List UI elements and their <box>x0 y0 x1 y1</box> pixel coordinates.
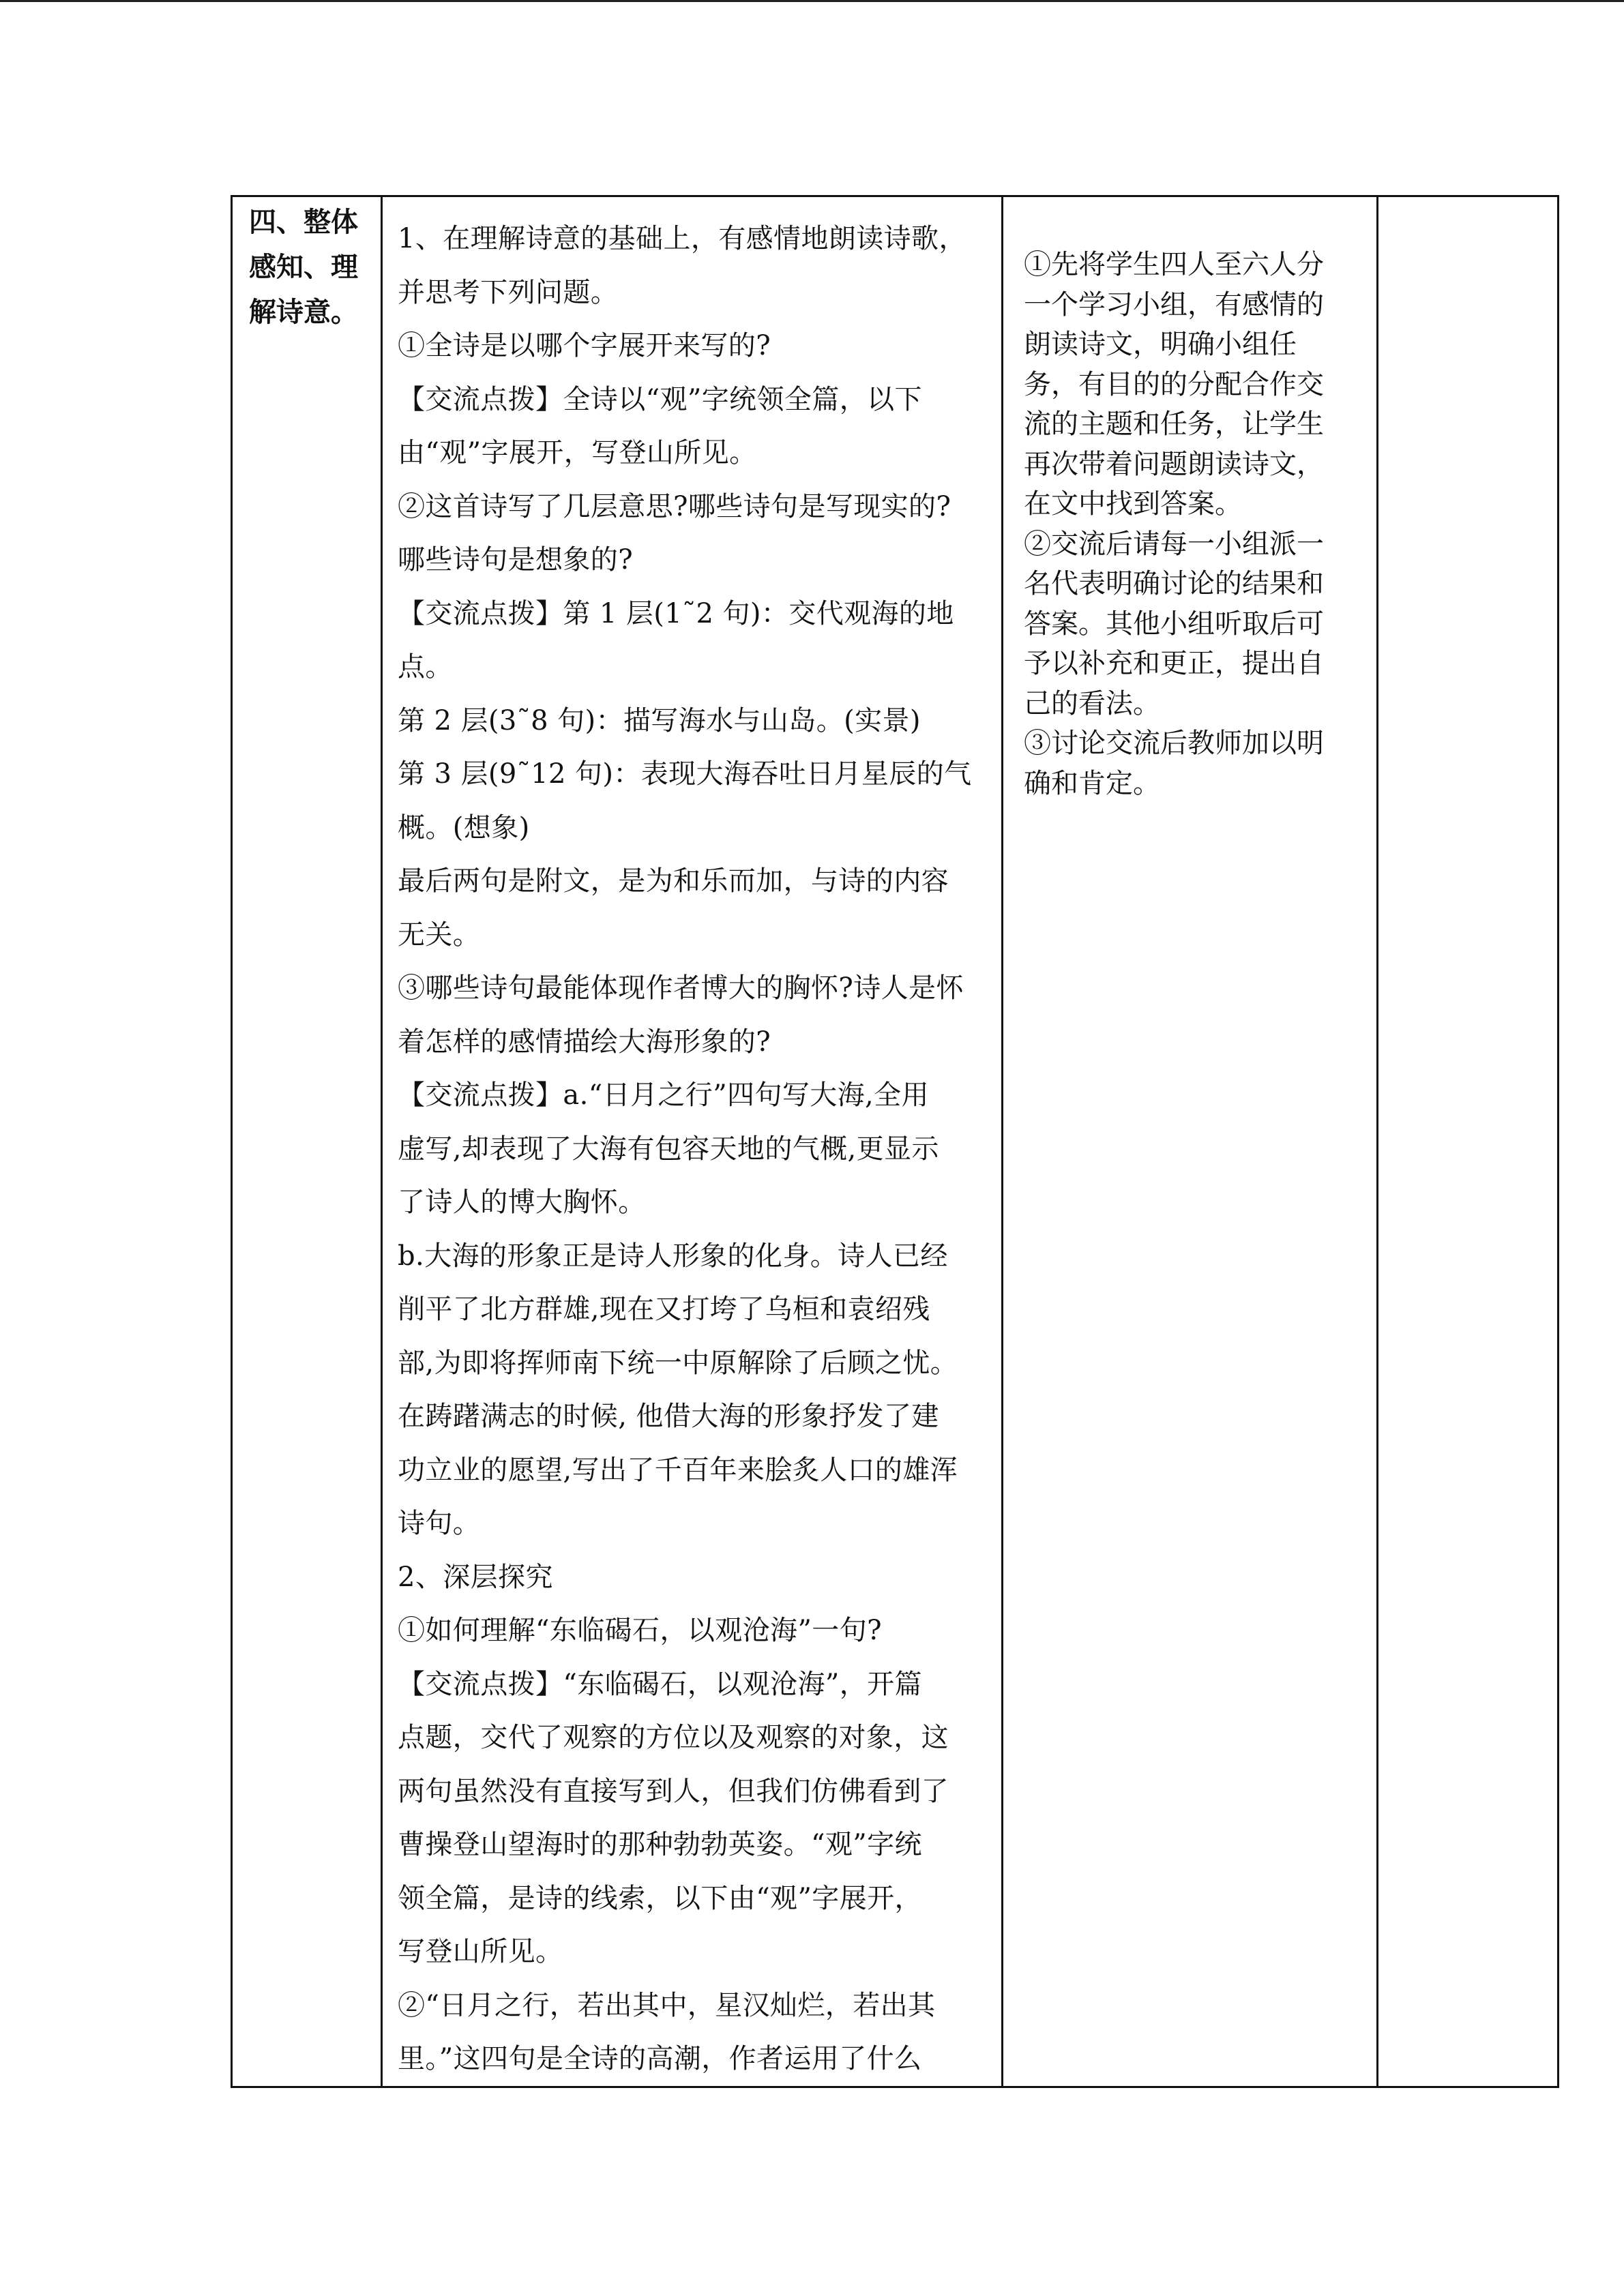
method-line: 己的看法。 <box>1024 687 1160 719</box>
content-line: 【交流点拨】a.“日月之行”四句写大海,全用 <box>398 1079 929 1111</box>
content-line: ①如何理解“东临碣石，以观沧海”一句? <box>398 1615 882 1646</box>
method-line: 名代表明确讨论的结果和 <box>1024 568 1324 599</box>
content-line: 点。 <box>398 651 453 683</box>
content-line: 两句虽然没有直接写到人，但我们仿佛看到了 <box>398 1775 949 1807</box>
content-line: 第 2 层(3˜8 句)：描写海水与山岛。(实景) <box>398 704 921 736</box>
content-line: 概。(想象) <box>398 811 530 844</box>
page-top-rule <box>0 0 1624 2</box>
content-line: 2、深层探究 <box>398 1561 553 1593</box>
content-line: 着怎样的感情描绘大海形象的? <box>398 1026 771 1058</box>
content-text <box>383 197 1001 2086</box>
content-cell <box>382 196 1003 2087</box>
content-line: 【交流点拨】“东临碣石，以观沧海”，开篇 <box>398 1668 922 1700</box>
content-line: 无关。 <box>398 919 481 951</box>
content-line: 在踌躇满志的时候, 他借大海的形象抒发了建 <box>398 1401 939 1432</box>
content-line: 由“观”字展开，写登山所见。 <box>398 437 757 468</box>
content-line: 削平了北方群雄,现在又打垮了乌桓和袁绍残 <box>398 1294 930 1325</box>
content-line: 【交流点拨】全诗以“观”字统领全篇，以下 <box>398 383 922 415</box>
method-line: 确和肯定。 <box>1024 767 1160 799</box>
notes-cell <box>1378 196 1559 2087</box>
method-cell <box>1003 196 1378 2087</box>
content-line: ②“日月之行，若出其中，星汉灿烂，若出其 <box>398 1989 936 2021</box>
method-line: ①先将学生四人至六人分 <box>1024 249 1324 280</box>
method-line: 再次带着问题朗读诗文， <box>1024 448 1324 480</box>
content-line: ②这首诗写了几层意思?哪些诗句是写现实的? <box>398 490 951 522</box>
method-line: 朗读诗文，明确小组任 <box>1024 329 1297 360</box>
content-line: 第 3 层(9˜12 句)：表现大海吞吐日月星辰的气 <box>398 758 972 790</box>
method-text <box>1003 197 1376 803</box>
lesson-plan-table <box>231 195 1559 2088</box>
content-line: 部,为即将挥师南下统一中原解除了后顾之忧。 <box>398 1347 958 1379</box>
method-line: 流的主题和任务，让学生 <box>1024 408 1324 440</box>
content-line: 哪些诗句是想象的? <box>398 544 634 576</box>
content-line: 曹操登山望海时的那种勃勃英姿。“观”字统 <box>398 1829 922 1860</box>
section-title <box>233 197 381 332</box>
section-title-cell <box>232 196 382 2087</box>
content-line: 写登山所见。 <box>398 1936 563 1967</box>
method-line: 予以补充和更正，提出自 <box>1024 648 1324 679</box>
method-line: ②交流后请每一小组派一 <box>1024 528 1324 560</box>
method-line: ③讨论交流后教师加以明 <box>1024 728 1324 759</box>
section-title-line: 解诗意。 <box>249 297 358 328</box>
table-row <box>232 196 1559 2087</box>
method-line: 务，有目的的分配合作交 <box>1024 368 1324 400</box>
method-line: 在文中找到答案。 <box>1024 488 1242 520</box>
method-line: 一个学习小组，有感情的 <box>1024 288 1324 320</box>
content-line: 并思考下列问题。 <box>398 276 619 308</box>
content-line: 功立业的愿望,写出了千百年来脍炙人口的雄浑 <box>398 1454 958 1486</box>
content-line: 里。”这四句是全诗的高潮，作者运用了什么 <box>398 2043 922 2074</box>
content-line: 领全篇，是诗的线索，以下由“观”字展开， <box>398 1882 922 1914</box>
content-line: 【交流点拨】第 1 层(1˜2 句)：交代观海的地 <box>398 597 954 629</box>
content-line: 点题，交代了观察的方位以及观察的对象，这 <box>398 1722 949 1753</box>
content-line: 最后两句是附文，是为和乐而加，与诗的内容 <box>398 865 949 897</box>
content-line: 了诗人的博大胸怀。 <box>398 1187 646 1218</box>
content-line: 1、在理解诗意的基础上，有感情地朗读诗歌， <box>398 223 966 254</box>
content-line: 诗句。 <box>398 1508 481 1539</box>
section-title-line: 四、整体 <box>249 207 358 238</box>
method-line: 答案。其他小组听取后可 <box>1024 608 1324 640</box>
content-line: ③哪些诗句最能体现作者博大的胸怀?诗人是怀 <box>398 972 964 1004</box>
section-title-line: 感知、理 <box>249 252 358 283</box>
content-line: 虚写,却表现了大海有包容天地的气概,更显示 <box>398 1133 939 1165</box>
content-line: b.大海的形象正是诗人形象的化身。诗人已经 <box>398 1240 948 1272</box>
content-line: ①全诗是以哪个字展开来写的? <box>398 330 771 361</box>
